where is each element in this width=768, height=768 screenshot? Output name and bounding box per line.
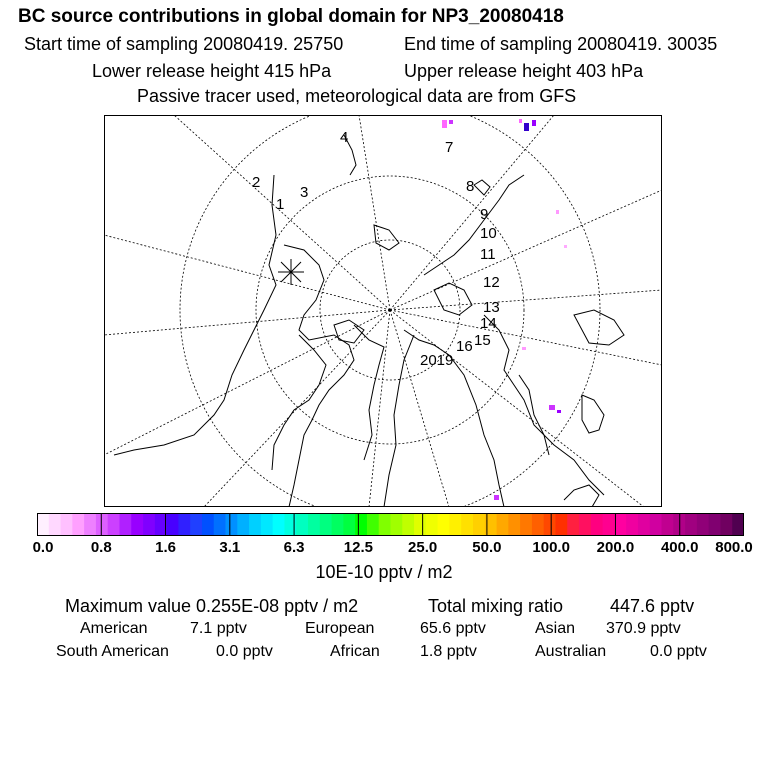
- colorbar-cell: [273, 513, 285, 536]
- plume-cell: [532, 120, 536, 126]
- region-name-european: European: [305, 620, 375, 637]
- colorbar-cell: [320, 513, 332, 536]
- track-label: 3: [300, 184, 309, 201]
- colorbar-cell: [178, 513, 190, 536]
- colorbar-tick-label: 100.0: [532, 539, 570, 556]
- region-name-south-american: South American: [56, 643, 169, 660]
- colorbar-cell: [449, 513, 461, 536]
- colorbar-cell: [237, 513, 249, 536]
- colorbar-cell: [61, 513, 73, 536]
- colorbar-cell: [131, 513, 143, 536]
- colorbar-cell: [202, 513, 214, 536]
- plume-cell: [522, 347, 526, 350]
- plume-cell: [442, 120, 447, 128]
- colorbar-tick-label: 200.0: [596, 539, 635, 556]
- colorbar-cell: [603, 513, 615, 536]
- track-label: 12: [483, 274, 500, 291]
- colorbar-tick-label: 25.0: [408, 539, 438, 556]
- colorbar-cell: [626, 513, 638, 536]
- colorbar: [37, 513, 744, 536]
- plume-cell: [494, 495, 499, 500]
- region-name-asian: Asian: [535, 620, 576, 637]
- colorbar-cell: [391, 513, 403, 536]
- colorbar-cell: [96, 513, 108, 536]
- region-value-south-american: 0.0 pptv: [216, 643, 273, 660]
- colorbar-tick-label: 0.8: [90, 539, 112, 556]
- colorbar-cell: [650, 513, 662, 536]
- colorbar-cell: [732, 513, 744, 536]
- track-label: 9: [480, 206, 489, 223]
- region-name-african: African: [330, 643, 380, 660]
- track-label: 2: [252, 174, 261, 191]
- release-point-marker: [278, 259, 304, 285]
- polar-map: [104, 115, 662, 507]
- colorbar-unit: 10E-10 pptv / m2: [315, 562, 453, 582]
- colorbar-cell: [426, 513, 438, 536]
- colorbar-cell: [143, 513, 155, 536]
- plume-cell: [524, 123, 529, 131]
- colorbar-cell: [108, 513, 120, 536]
- start-time-label: Start time of sampling 20080419. 25750: [24, 34, 344, 54]
- colorbar-cell: [49, 513, 61, 536]
- plume-cell: [449, 120, 453, 124]
- tracer-note: Passive tracer used, meteorological data are from GFS: [137, 86, 577, 106]
- max-value-label: Maximum value 0.255E-08 pptv / m2: [65, 596, 359, 616]
- plume-cell: [556, 210, 559, 214]
- track-label: 13: [483, 299, 500, 316]
- track-label: 2019: [420, 352, 454, 369]
- colorbar-cell: [520, 513, 532, 536]
- region-value-australian: 0.0 pptv: [650, 643, 707, 660]
- colorbar-cell: [402, 513, 414, 536]
- colorbar-cell: [532, 513, 544, 536]
- total-mixing-value: 447.6 pptv: [610, 596, 695, 616]
- track-label: 15: [474, 332, 491, 349]
- colorbar-cell: [343, 513, 355, 536]
- track-label: 4: [340, 129, 349, 146]
- colorbar-cell: [720, 513, 732, 536]
- colorbar-cell: [579, 513, 591, 536]
- region-value-american: 7.1 pptv: [190, 620, 247, 637]
- colorbar-cell: [167, 513, 179, 536]
- colorbar-tick-label: 6.3: [283, 539, 305, 556]
- colorbar-cell: [567, 513, 579, 536]
- colorbar-cell: [709, 513, 721, 536]
- colorbar-cell: [662, 513, 674, 536]
- region-name-australian: Australian: [535, 643, 607, 660]
- colorbar-cell: [249, 513, 261, 536]
- total-mixing-label: Total mixing ratio: [428, 596, 564, 616]
- colorbar-cell: [332, 513, 344, 536]
- colorbar-cell: [438, 513, 450, 536]
- track-label: 7: [445, 139, 454, 156]
- track-label: 1: [276, 196, 285, 213]
- colorbar-cell: [638, 513, 650, 536]
- colorbar-cell: [379, 513, 391, 536]
- colorbar-cell: [414, 513, 426, 536]
- region-value-asian: 370.9 pptv: [606, 620, 681, 637]
- plume-cell: [564, 245, 567, 248]
- plume-cell: [557, 410, 561, 413]
- track-label: 14: [480, 315, 497, 332]
- colorbar-tick-label: 0.0: [32, 539, 54, 556]
- colorbar-cell: [308, 513, 320, 536]
- region-value-european: 65.6 pptv: [420, 620, 486, 637]
- colorbar-tick-label: 1.6: [155, 539, 176, 556]
- track-label: 10: [480, 225, 497, 242]
- colorbar-cell: [296, 513, 308, 536]
- colorbar-tick-label: 800.0: [715, 539, 753, 556]
- colorbar-tick-label: 50.0: [472, 539, 502, 556]
- upper-height-label: Upper release height 403 hPa: [404, 61, 644, 81]
- colorbar-cell: [37, 513, 49, 536]
- figure-title: BC source contributions in global domain for NP3_20080418: [18, 6, 564, 27]
- plume-cell: [519, 119, 522, 123]
- colorbar-cell: [614, 513, 626, 536]
- track-label: 16: [456, 338, 473, 355]
- colorbar-cell: [508, 513, 520, 536]
- colorbar-cell: [214, 513, 226, 536]
- colorbar-cell: [697, 513, 709, 536]
- colorbar-cell: [355, 513, 367, 536]
- colorbar-cell: [119, 513, 131, 536]
- colorbar-cell: [190, 513, 202, 536]
- colorbar-cell: [461, 513, 473, 536]
- end-time-label: End time of sampling 20080419. 30035: [404, 34, 718, 54]
- colorbar-cell: [72, 513, 84, 536]
- colorbar-cell: [591, 513, 603, 536]
- region-value-african: 1.8 pptv: [420, 643, 477, 660]
- colorbar-cell: [685, 513, 697, 536]
- colorbar-tick-label: 400.0: [660, 539, 699, 556]
- colorbar-cell: [226, 513, 238, 536]
- colorbar-cell: [497, 513, 509, 536]
- plume-cell: [549, 405, 555, 410]
- lower-height-label: Lower release height 415 hPa: [92, 61, 332, 81]
- track-label: 11: [480, 246, 496, 263]
- colorbar-cell: [261, 513, 273, 536]
- track-label: 8: [466, 178, 475, 195]
- colorbar-cell: [473, 513, 485, 536]
- region-name-american: American: [80, 620, 148, 637]
- colorbar-tick-label: 3.1: [219, 539, 241, 556]
- colorbar-cell: [367, 513, 379, 536]
- colorbar-cell: [555, 513, 567, 536]
- colorbar-cell: [284, 513, 296, 536]
- colorbar-tick-label: 12.5: [343, 539, 373, 556]
- colorbar-cell: [84, 513, 96, 536]
- map-frame: [105, 116, 662, 507]
- colorbar-cell: [544, 513, 556, 536]
